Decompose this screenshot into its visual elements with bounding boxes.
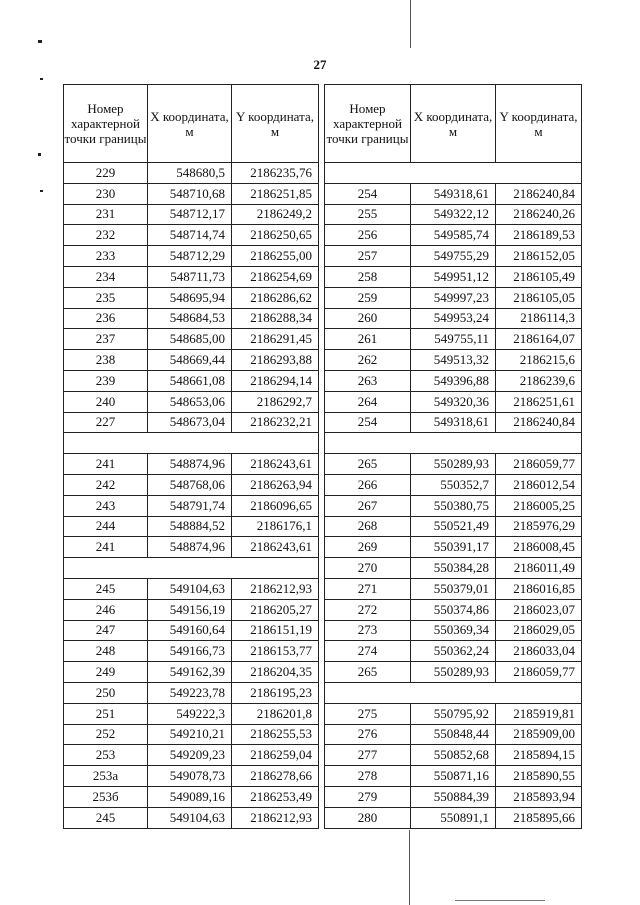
x-coordinate-cell: 549156,19 <box>148 599 232 620</box>
x-coordinate-cell: 550369,34 <box>411 620 496 641</box>
table-row <box>325 204 582 225</box>
y-coordinate-cell: 2186243,61 <box>232 454 319 475</box>
x-coordinate-cell: 549089,16 <box>148 786 232 807</box>
table-row <box>325 662 582 683</box>
point-number-cell: 260 <box>325 308 411 329</box>
table-row <box>325 724 582 745</box>
table-row <box>325 225 582 246</box>
x-coordinate-cell: 549318,61 <box>411 412 496 433</box>
point-number-cell: 252 <box>64 724 148 745</box>
y-coordinate-cell: 2186012,54 <box>496 474 582 495</box>
x-coordinate-cell: 550289,93 <box>411 454 496 475</box>
table-row <box>64 370 319 391</box>
x-coordinate-cell: 550795,92 <box>411 703 496 724</box>
y-coordinate-cell: 2186254,69 <box>232 266 319 287</box>
separator-cell <box>325 682 582 703</box>
y-coordinate-cell: 2185976,29 <box>496 516 582 537</box>
point-number-cell: 280 <box>325 807 411 828</box>
header-point: Номер характерной точки границы <box>325 85 411 163</box>
point-number-cell: 231 <box>64 204 148 225</box>
table-row <box>64 620 319 641</box>
x-coordinate-cell: 549396,88 <box>411 370 496 391</box>
y-coordinate-cell: 2186240,26 <box>496 204 582 225</box>
y-coordinate-cell: 2186164,07 <box>496 329 582 350</box>
x-coordinate-cell: 550352,7 <box>411 474 496 495</box>
x-coordinate-cell: 549951,12 <box>411 266 496 287</box>
x-coordinate-cell: 548680,5 <box>148 163 232 184</box>
point-number-cell: 253а <box>64 766 148 787</box>
point-number-cell: 245 <box>64 578 148 599</box>
table-row <box>64 786 319 807</box>
point-number-cell: 271 <box>325 578 411 599</box>
point-number-cell: 244 <box>64 516 148 537</box>
point-number-cell: 241 <box>64 454 148 475</box>
point-number-cell: 261 <box>325 329 411 350</box>
y-coordinate-cell: 2186249,2 <box>232 204 319 225</box>
table-row <box>64 516 319 537</box>
point-number-cell: 247 <box>64 620 148 641</box>
point-number-cell: 237 <box>64 329 148 350</box>
table-row <box>64 703 319 724</box>
x-coordinate-cell: 548711,73 <box>148 266 232 287</box>
y-coordinate-cell: 2186240,84 <box>496 412 582 433</box>
x-coordinate-cell: 548685,00 <box>148 329 232 350</box>
point-number-cell: 273 <box>325 620 411 641</box>
separator-row <box>64 433 319 454</box>
table-row <box>325 474 582 495</box>
y-coordinate-cell: 2186212,93 <box>232 807 319 828</box>
x-coordinate-cell: 550852,68 <box>411 745 496 766</box>
x-coordinate-cell: 549104,63 <box>148 578 232 599</box>
x-coordinate-cell: 548712,17 <box>148 204 232 225</box>
x-coordinate-cell: 548669,44 <box>148 350 232 371</box>
x-coordinate-cell: 550374,86 <box>411 599 496 620</box>
scan-mark <box>38 153 41 156</box>
table-row <box>325 329 582 350</box>
table-row <box>64 350 319 371</box>
x-coordinate-cell: 548661,08 <box>148 370 232 391</box>
x-coordinate-cell: 548884,52 <box>148 516 232 537</box>
table-row <box>325 578 582 599</box>
y-coordinate-cell: 2186215,6 <box>496 350 582 371</box>
point-number-cell: 264 <box>325 391 411 412</box>
header-point: Номер характерной точки границы <box>64 85 148 163</box>
point-number-cell: 249 <box>64 662 148 683</box>
table-row <box>64 329 319 350</box>
point-number-cell: 230 <box>64 183 148 204</box>
header-y: Y координата, м <box>496 85 582 163</box>
point-number-cell: 253 <box>64 745 148 766</box>
y-coordinate-cell: 2186096,65 <box>232 495 319 516</box>
table-row <box>325 745 582 766</box>
x-coordinate-cell: 548673,04 <box>148 412 232 433</box>
table-row <box>325 537 582 558</box>
x-coordinate-cell: 548684,53 <box>148 308 232 329</box>
y-coordinate-cell: 2186105,05 <box>496 287 582 308</box>
x-coordinate-cell: 550362,24 <box>411 641 496 662</box>
table-row <box>64 246 319 267</box>
y-coordinate-cell: 2186212,93 <box>232 578 319 599</box>
scan-mark <box>40 190 43 192</box>
x-coordinate-cell: 549209,23 <box>148 745 232 766</box>
y-coordinate-cell: 2186105,49 <box>496 266 582 287</box>
table-row <box>64 537 319 558</box>
table-row <box>325 412 582 433</box>
x-coordinate-cell: 548714,74 <box>148 225 232 246</box>
table-row <box>325 391 582 412</box>
x-coordinate-cell: 549223,78 <box>148 682 232 703</box>
point-number-cell: 276 <box>325 724 411 745</box>
header-x: X координата, м <box>148 85 232 163</box>
y-coordinate-cell: 2186291,45 <box>232 329 319 350</box>
y-coordinate-cell: 2186011,49 <box>496 558 582 579</box>
separator-row <box>325 163 582 184</box>
point-number-cell: 255 <box>325 204 411 225</box>
table-row <box>64 495 319 516</box>
table-row <box>64 724 319 745</box>
y-coordinate-cell: 2186278,66 <box>232 766 319 787</box>
y-coordinate-cell: 2186253,49 <box>232 786 319 807</box>
x-coordinate-cell: 550521,49 <box>411 516 496 537</box>
y-coordinate-cell: 2186151,19 <box>232 620 319 641</box>
table-row <box>325 599 582 620</box>
table-row <box>64 745 319 766</box>
point-number-cell: 265 <box>325 662 411 683</box>
table-row <box>64 412 319 433</box>
y-coordinate-cell: 2186293,88 <box>232 350 319 371</box>
y-coordinate-cell: 2185894,15 <box>496 745 582 766</box>
point-number-cell: 233 <box>64 246 148 267</box>
table-row <box>64 641 319 662</box>
table-row <box>325 516 582 537</box>
point-number-cell: 270 <box>325 558 411 579</box>
point-number-cell: 253б <box>64 786 148 807</box>
point-number-cell: 269 <box>325 537 411 558</box>
x-coordinate-cell: 550391,17 <box>411 537 496 558</box>
point-number-cell: 267 <box>325 495 411 516</box>
y-coordinate-cell: 2186152,05 <box>496 246 582 267</box>
x-coordinate-cell: 549210,21 <box>148 724 232 745</box>
table-row <box>325 703 582 724</box>
point-number-cell: 275 <box>325 703 411 724</box>
table-row <box>64 599 319 620</box>
y-coordinate-cell: 2186255,53 <box>232 724 319 745</box>
point-number-cell: 236 <box>64 308 148 329</box>
y-coordinate-cell: 2186292,7 <box>232 391 319 412</box>
x-coordinate-cell: 550380,75 <box>411 495 496 516</box>
table-row <box>325 766 582 787</box>
x-coordinate-cell: 549104,63 <box>148 807 232 828</box>
point-number-cell: 263 <box>325 370 411 391</box>
x-coordinate-cell: 549997,23 <box>411 287 496 308</box>
table-row <box>64 183 319 204</box>
table-row <box>325 558 582 579</box>
table-row <box>64 391 319 412</box>
separator-cell <box>64 558 319 579</box>
point-number-cell: 254 <box>325 183 411 204</box>
x-coordinate-cell: 550379,01 <box>411 578 496 599</box>
table-row <box>64 766 319 787</box>
table-row <box>64 163 319 184</box>
point-number-cell: 232 <box>64 225 148 246</box>
table-row <box>325 183 582 204</box>
point-number-cell: 245 <box>64 807 148 828</box>
point-number-cell: 262 <box>325 350 411 371</box>
point-number-cell: 279 <box>325 786 411 807</box>
y-coordinate-cell: 2186286,62 <box>232 287 319 308</box>
point-number-cell: 265 <box>325 454 411 475</box>
x-coordinate-cell: 549078,73 <box>148 766 232 787</box>
y-coordinate-cell: 2186232,21 <box>232 412 319 433</box>
x-coordinate-cell: 549166,73 <box>148 641 232 662</box>
point-number-cell: 240 <box>64 391 148 412</box>
y-coordinate-cell: 2186195,23 <box>232 682 319 703</box>
x-coordinate-cell: 548695,94 <box>148 287 232 308</box>
point-number-cell: 259 <box>325 287 411 308</box>
y-coordinate-cell: 2186250,65 <box>232 225 319 246</box>
y-coordinate-cell: 2186029,05 <box>496 620 582 641</box>
page-number: 27 <box>313 57 327 72</box>
y-coordinate-cell: 2186205,27 <box>232 599 319 620</box>
y-coordinate-cell: 2186059,77 <box>496 454 582 475</box>
point-number-cell: 248 <box>64 641 148 662</box>
x-coordinate-cell: 549322,12 <box>411 204 496 225</box>
table-row <box>325 641 582 662</box>
point-number-cell: 254 <box>325 412 411 433</box>
x-coordinate-cell: 549222,3 <box>148 703 232 724</box>
coordinates-table-left <box>63 84 319 829</box>
point-number-cell: 229 <box>64 163 148 184</box>
table-row <box>325 246 582 267</box>
table-row <box>64 578 319 599</box>
separator-cell <box>64 433 319 454</box>
y-coordinate-cell: 2186235,76 <box>232 163 319 184</box>
point-number-cell: 242 <box>64 474 148 495</box>
x-coordinate-cell: 549318,61 <box>411 183 496 204</box>
table-row <box>325 370 582 391</box>
point-number-cell: 250 <box>64 682 148 703</box>
table-row <box>64 308 319 329</box>
table-row <box>64 204 319 225</box>
x-coordinate-cell: 549162,39 <box>148 662 232 683</box>
point-number-cell: 239 <box>64 370 148 391</box>
table-row <box>325 807 582 828</box>
y-coordinate-cell: 2186176,1 <box>232 516 319 537</box>
x-coordinate-cell: 550289,93 <box>411 662 496 683</box>
x-coordinate-cell: 550891,1 <box>411 807 496 828</box>
coordinates-table-right <box>324 84 582 829</box>
y-coordinate-cell: 2186240,84 <box>496 183 582 204</box>
y-coordinate-cell: 2185890,55 <box>496 766 582 787</box>
x-coordinate-cell: 549755,29 <box>411 246 496 267</box>
x-coordinate-cell: 550871,16 <box>411 766 496 787</box>
table-row <box>64 662 319 683</box>
separator-cell <box>325 433 582 454</box>
x-coordinate-cell: 549953,24 <box>411 308 496 329</box>
x-coordinate-cell: 549320,36 <box>411 391 496 412</box>
x-coordinate-cell: 550884,39 <box>411 786 496 807</box>
x-coordinate-cell: 549513,32 <box>411 350 496 371</box>
scan-mark <box>455 900 545 901</box>
table-row <box>64 287 319 308</box>
y-coordinate-cell: 2186059,77 <box>496 662 582 683</box>
point-number-cell: 268 <box>325 516 411 537</box>
x-coordinate-cell: 548791,74 <box>148 495 232 516</box>
y-coordinate-cell: 2186189,53 <box>496 225 582 246</box>
y-coordinate-cell: 2186239,6 <box>496 370 582 391</box>
x-coordinate-cell: 548653,06 <box>148 391 232 412</box>
y-coordinate-cell: 2186008,45 <box>496 537 582 558</box>
point-number-cell: 243 <box>64 495 148 516</box>
x-coordinate-cell: 549160,64 <box>148 620 232 641</box>
y-coordinate-cell: 2186251,61 <box>496 391 582 412</box>
y-coordinate-cell: 2186201,8 <box>232 703 319 724</box>
y-coordinate-cell: 2186288,34 <box>232 308 319 329</box>
table-row <box>325 454 582 475</box>
y-coordinate-cell: 2186153,77 <box>232 641 319 662</box>
scan-mark <box>38 40 42 43</box>
x-coordinate-cell: 548710,68 <box>148 183 232 204</box>
y-coordinate-cell: 2186005,25 <box>496 495 582 516</box>
point-number-cell: 234 <box>64 266 148 287</box>
x-coordinate-cell: 548712,29 <box>148 246 232 267</box>
y-coordinate-cell: 2186033,04 <box>496 641 582 662</box>
x-coordinate-cell: 550384,28 <box>411 558 496 579</box>
y-coordinate-cell: 2186016,85 <box>496 578 582 599</box>
table-row <box>64 225 319 246</box>
fold-line <box>409 830 410 905</box>
point-number-cell: 272 <box>325 599 411 620</box>
header-y: Y координата, м <box>232 85 319 163</box>
y-coordinate-cell: 2186243,61 <box>232 537 319 558</box>
point-number-cell: 235 <box>64 287 148 308</box>
table-row <box>325 266 582 287</box>
y-coordinate-cell: 2186263,94 <box>232 474 319 495</box>
fold-line <box>410 0 411 48</box>
point-number-cell: 258 <box>325 266 411 287</box>
y-coordinate-cell: 2185909,00 <box>496 724 582 745</box>
separator-cell <box>325 163 582 184</box>
y-coordinate-cell: 2186204,35 <box>232 662 319 683</box>
table-row <box>325 620 582 641</box>
point-number-cell: 266 <box>325 474 411 495</box>
point-number-cell: 278 <box>325 766 411 787</box>
point-number-cell: 274 <box>325 641 411 662</box>
y-coordinate-cell: 2186255,00 <box>232 246 319 267</box>
point-number-cell: 241 <box>64 537 148 558</box>
point-number-cell: 246 <box>64 599 148 620</box>
table-row <box>64 807 319 828</box>
y-coordinate-cell: 2185919,81 <box>496 703 582 724</box>
point-number-cell: 227 <box>64 412 148 433</box>
separator-row <box>64 558 319 579</box>
x-coordinate-cell: 548874,96 <box>148 537 232 558</box>
table-row <box>64 266 319 287</box>
point-number-cell: 238 <box>64 350 148 371</box>
x-coordinate-cell: 550848,44 <box>411 724 496 745</box>
table-row <box>325 308 582 329</box>
point-number-cell: 277 <box>325 745 411 766</box>
point-number-cell: 256 <box>325 225 411 246</box>
x-coordinate-cell: 549755,11 <box>411 329 496 350</box>
y-coordinate-cell: 2186294,14 <box>232 370 319 391</box>
point-number-cell: 251 <box>64 703 148 724</box>
y-coordinate-cell: 2186251,85 <box>232 183 319 204</box>
table-row <box>325 495 582 516</box>
x-coordinate-cell: 548874,96 <box>148 454 232 475</box>
point-number-cell: 257 <box>325 246 411 267</box>
x-coordinate-cell: 548768,06 <box>148 474 232 495</box>
separator-row <box>325 433 582 454</box>
table-row <box>325 786 582 807</box>
scan-mark <box>40 78 43 80</box>
x-coordinate-cell: 549585,74 <box>411 225 496 246</box>
header-x: X координата, м <box>411 85 496 163</box>
table-row <box>64 682 319 703</box>
table-row <box>325 350 582 371</box>
y-coordinate-cell: 2186114,3 <box>496 308 582 329</box>
separator-row <box>325 682 582 703</box>
table-row <box>325 287 582 308</box>
y-coordinate-cell: 2185895,66 <box>496 807 582 828</box>
y-coordinate-cell: 2186023,07 <box>496 599 582 620</box>
y-coordinate-cell: 2185893,94 <box>496 786 582 807</box>
table-row <box>64 454 319 475</box>
y-coordinate-cell: 2186259,04 <box>232 745 319 766</box>
table-row <box>64 474 319 495</box>
